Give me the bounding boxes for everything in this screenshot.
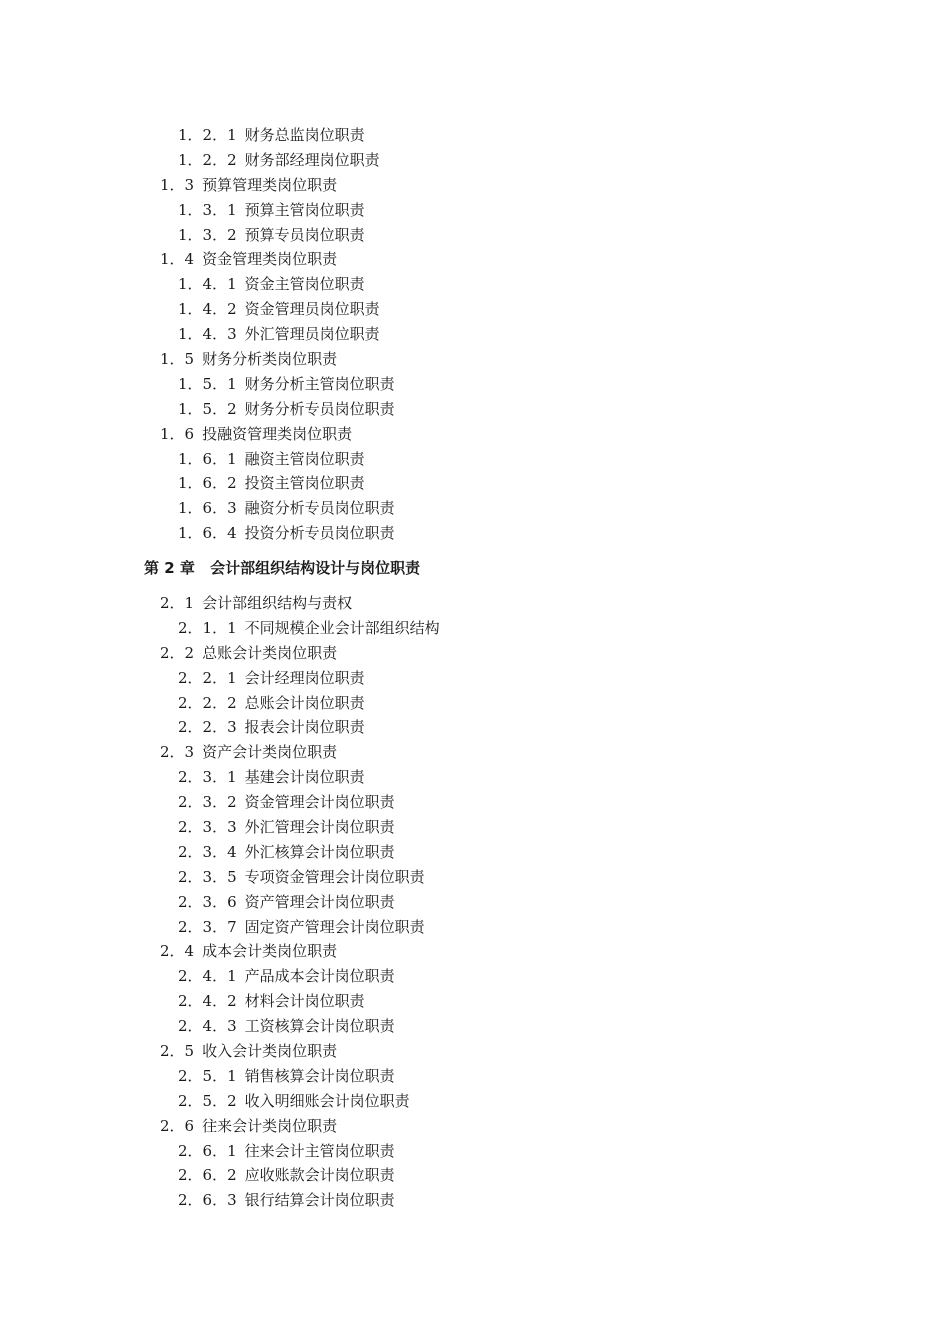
chapter-heading xyxy=(144,557,420,578)
toc-entry xyxy=(0,1014,950,1039)
toc-entry-title: 总账会计类岗位职责 xyxy=(202,643,338,662)
toc-entry-number: 1．3 xyxy=(160,175,195,194)
chapter-label: 第 2 章 xyxy=(144,559,195,577)
toc-entry xyxy=(0,397,950,422)
toc-entry-number: 2．3．4 xyxy=(178,842,237,861)
toc-entry-number: 1．4 xyxy=(160,250,195,269)
toc-entry-title: 成本会计类岗位职责 xyxy=(202,942,338,961)
toc-entry-title: 财务部经理岗位职责 xyxy=(244,150,380,169)
toc-entry xyxy=(0,964,950,989)
toc-entry xyxy=(0,422,950,447)
toc-entry-title: 投融资管理类岗位职责 xyxy=(202,424,353,443)
toc-entry xyxy=(0,691,950,716)
toc-entry-title: 固定资产管理会计岗位职责 xyxy=(244,917,425,936)
toc-entry-title: 预算专员岗位职责 xyxy=(244,225,365,244)
toc-entry-number: 2．3．5 xyxy=(178,867,237,886)
toc-entry-title: 会计经理岗位职责 xyxy=(244,668,365,687)
toc-entry-number: 2．3．3 xyxy=(178,818,237,837)
toc-entry xyxy=(0,198,950,223)
toc-entry-number: 2．1 xyxy=(160,594,195,612)
toc-entry-title: 往来会计主管岗位职责 xyxy=(244,1141,395,1160)
toc-entry-number: 2．3 xyxy=(160,743,195,762)
toc-entry-title: 工资核算会计岗位职责 xyxy=(244,1017,395,1036)
toc-entry-number: 2．3．1 xyxy=(178,768,237,787)
toc-entry-title: 不同规模企业会计部组织结构 xyxy=(244,618,440,637)
toc-entry xyxy=(0,1064,950,1089)
toc-entry xyxy=(0,641,950,666)
toc-entry xyxy=(0,272,950,297)
toc-entry-title: 外汇核算会计岗位职责 xyxy=(244,842,395,861)
toc-entry-title: 产品成本会计岗位职责 xyxy=(244,967,395,986)
toc-entry xyxy=(0,591,950,616)
toc-entry xyxy=(0,989,950,1014)
toc-entry-number: 2．3．2 xyxy=(178,793,237,812)
toc-entry xyxy=(0,372,950,397)
toc-entry-number: 1．3．2 xyxy=(178,225,237,244)
toc-entry-number: 1．6 xyxy=(160,424,195,443)
toc-entry xyxy=(0,471,950,496)
toc-entry xyxy=(0,223,950,248)
toc-entry xyxy=(0,915,950,940)
toc-entry xyxy=(0,790,950,815)
toc-entry-number: 2．1．1 xyxy=(178,618,237,637)
toc-entry-title: 预算管理类岗位职责 xyxy=(202,175,338,194)
toc-entry xyxy=(0,1039,950,1064)
toc-entry-title: 资产会计类岗位职责 xyxy=(202,743,338,762)
toc-entry-title: 专项资金管理会计岗位职责 xyxy=(244,867,425,886)
toc-entry-title: 销售核算会计岗位职责 xyxy=(244,1066,395,1085)
toc-entry-number: 2．5．1 xyxy=(178,1066,237,1085)
toc-entry-number: 1．4．1 xyxy=(178,275,237,294)
toc-entry-title: 资金主管岗位职责 xyxy=(244,275,365,294)
toc-entry-number: 1．3．1 xyxy=(178,200,237,219)
toc-entry-number: 2．3．6 xyxy=(178,892,237,911)
toc-entry-number: 1．2．2 xyxy=(178,150,237,169)
toc-entry-title: 基建会计岗位职责 xyxy=(244,768,365,787)
toc-entry-number: 1．6．3 xyxy=(178,499,237,518)
toc-entry xyxy=(0,765,950,790)
toc-entry-title: 财务分析主管岗位职责 xyxy=(244,374,395,393)
toc-list-chapter-2 xyxy=(0,591,950,1213)
toc-entry xyxy=(0,1114,950,1139)
toc-entry-title: 往来会计类岗位职责 xyxy=(202,1116,338,1135)
toc-entry xyxy=(0,616,950,641)
toc-entry-title: 融资主管岗位职责 xyxy=(244,449,365,468)
toc-entry-title: 财务分析类岗位职责 xyxy=(202,350,338,369)
toc-entry xyxy=(0,447,950,472)
toc-entry xyxy=(0,173,950,198)
toc-entry xyxy=(0,347,950,372)
toc-entry-title: 预算主管岗位职责 xyxy=(244,200,365,219)
toc-entry-number: 2．4．3 xyxy=(178,1017,237,1036)
toc-entry-number: 2．6 xyxy=(160,1116,195,1135)
toc-entry-title: 投资主管岗位职责 xyxy=(244,474,365,493)
toc-entry-number: 2．5．2 xyxy=(178,1091,237,1110)
toc-entry-number: 1．5．1 xyxy=(178,374,237,393)
toc-entry-title: 外汇管理会计岗位职责 xyxy=(244,818,395,837)
toc-entry-title: 总账会计岗位职责 xyxy=(244,693,365,712)
toc-entry-number: 2．2 xyxy=(160,643,195,662)
toc-entry-number: 2．2．3 xyxy=(178,718,237,737)
toc-entry-number: 1．4．2 xyxy=(178,300,237,319)
toc-entry xyxy=(0,1188,950,1213)
toc-entry-title: 资金管理会计岗位职责 xyxy=(244,793,395,812)
toc-entry xyxy=(0,666,950,691)
toc-entry-number: 2．4．1 xyxy=(178,967,237,986)
toc-entry xyxy=(0,1139,950,1164)
toc-entry-number: 2．6．1 xyxy=(178,1141,237,1160)
toc-entry xyxy=(0,123,950,148)
toc-entry-title: 财务分析专员岗位职责 xyxy=(244,399,395,418)
toc-entry xyxy=(0,890,950,915)
toc-entry-number: 2．2．2 xyxy=(178,693,237,712)
toc-entry-number: 1．6．4 xyxy=(178,524,237,543)
toc-entry-number: 1．5．2 xyxy=(178,399,237,418)
toc-entry xyxy=(0,521,950,546)
toc-list-chapter-1 xyxy=(0,123,950,546)
toc-entry xyxy=(0,148,950,173)
toc-entry xyxy=(0,322,950,347)
toc-entry-title: 报表会计岗位职责 xyxy=(244,718,365,737)
toc-entry-number: 1．2．1 xyxy=(178,126,237,144)
toc-entry xyxy=(0,740,950,765)
toc-entry-number: 2．4．2 xyxy=(178,992,237,1011)
toc-entry xyxy=(0,1089,950,1114)
toc-entry xyxy=(0,1163,950,1188)
toc-entry-title: 材料会计岗位职责 xyxy=(244,992,365,1011)
toc-entry-number: 2．5 xyxy=(160,1042,195,1061)
toc-entry xyxy=(0,865,950,890)
toc-entry-number: 2．3．7 xyxy=(178,917,237,936)
toc-entry-title: 投资分析专员岗位职责 xyxy=(244,524,395,543)
chapter-title: 会计部组织结构设计与岗位职责 xyxy=(210,559,421,577)
toc-entry xyxy=(0,496,950,521)
toc-entry-number: 1．6．1 xyxy=(178,449,237,468)
toc-entry-number: 1．6．2 xyxy=(178,474,237,493)
toc-entry-title: 会计部组织结构与责权 xyxy=(202,594,353,612)
toc-entry-title: 收入明细账会计岗位职责 xyxy=(244,1091,410,1110)
toc-entry-number: 2．4 xyxy=(160,942,195,961)
toc-entry-title: 融资分析专员岗位职责 xyxy=(244,499,395,518)
toc-entry-title: 资金管理类岗位职责 xyxy=(202,250,338,269)
toc-entry-number: 2．6．2 xyxy=(178,1166,237,1185)
toc-entry-title: 应收账款会计岗位职责 xyxy=(244,1166,395,1185)
toc-entry-title: 资产管理会计岗位职责 xyxy=(244,892,395,911)
toc-entry xyxy=(0,715,950,740)
toc-entry-title: 资金管理员岗位职责 xyxy=(244,300,380,319)
toc-entry xyxy=(0,840,950,865)
toc-entry-number: 2．2．1 xyxy=(178,668,237,687)
toc-entry-title: 收入会计类岗位职责 xyxy=(202,1042,338,1061)
toc-entry xyxy=(0,939,950,964)
toc-entry-number: 1．4．3 xyxy=(178,325,237,344)
toc-entry-number: 2．6．3 xyxy=(178,1191,237,1210)
toc-entry-number: 1．5 xyxy=(160,350,195,369)
toc-entry-title: 外汇管理员岗位职责 xyxy=(244,325,380,344)
toc-entry xyxy=(0,247,950,272)
toc-entry xyxy=(0,297,950,322)
toc-entry xyxy=(0,815,950,840)
toc-entry-title: 财务总监岗位职责 xyxy=(244,126,365,144)
toc-entry-title: 银行结算会计岗位职责 xyxy=(244,1191,395,1210)
